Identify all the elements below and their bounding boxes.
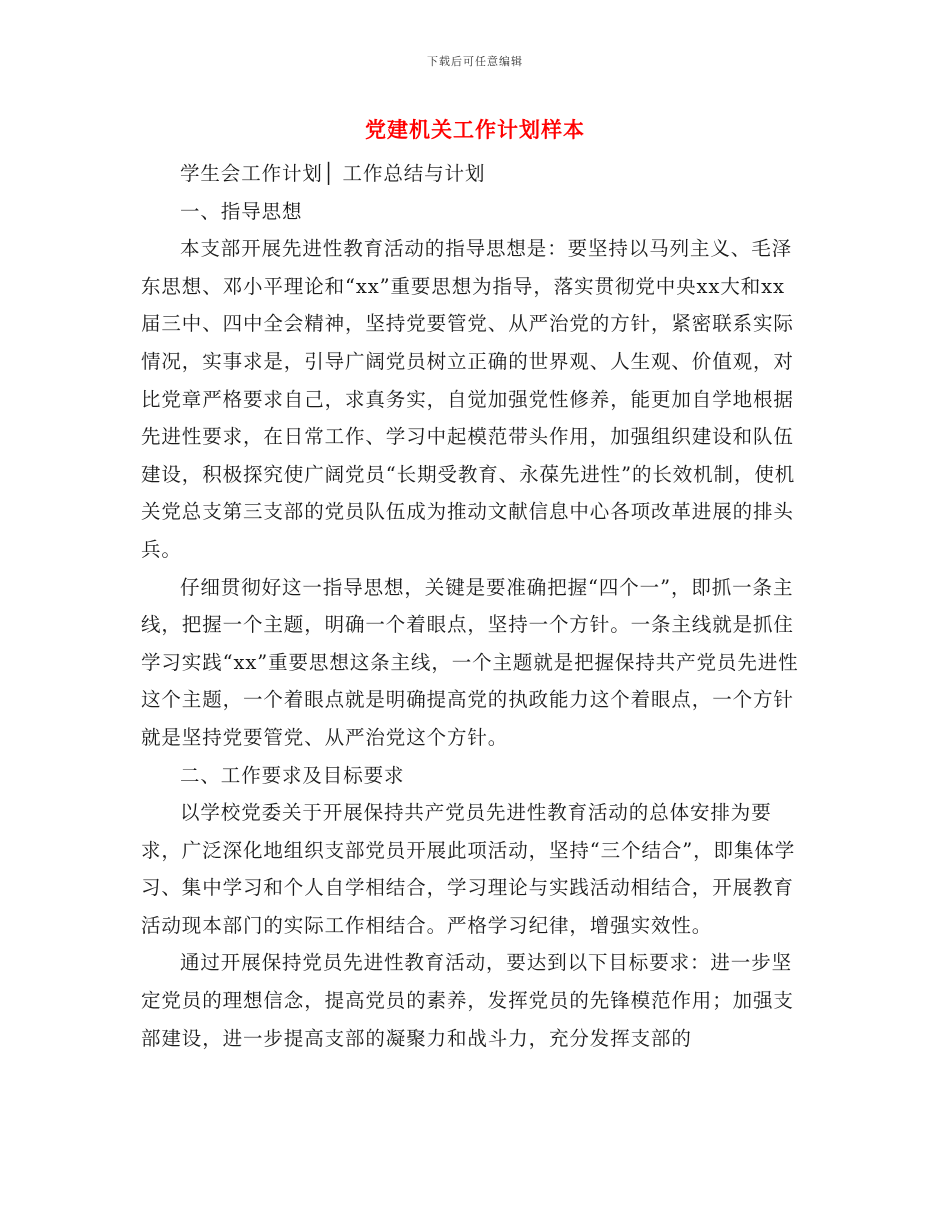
breadcrumb: 学生会工作计划│ 工作总结与计划: [180, 162, 486, 185]
section-heading-2: 二、工作要求及目标要求: [180, 763, 405, 787]
paragraph: 通过开展保持党员先进性教育活动，要达到以下目标要求：进一步坚定党员的理想信念，提高党员的素养，发挥党员的先锋模范作用；加强支部建设，进一步提高支部的凝聚力和战斗力，充分发挥支部的: [141, 951, 794, 1050]
section-heading-1: 一、指导思想: [180, 199, 303, 223]
document-title: 党建机关工作计划样本: [365, 117, 585, 142]
paragraph: 以学校党委关于开展保持共产党员先进性教育活动的总体安排为要求，广泛深化地组织支部党员开展此项活动，坚持“三个结合”，即集体学习、集中学习和个人自学相结合，学习理论与实践活动相结合，开展教育活动现本部门的实际工作相结合。严格学习纪律，增强实效性。: [141, 801, 796, 937]
document-body: [141, 155, 801, 1057]
paragraph: 仔细贯彻好这一指导思想，关键是要准确把握“四个一”，即抓一条主线，把握一个主题，明确一个着眼点，坚持一个方针。一条主线就是抓住学习实践“xx”重要思想这条主线，一个主题就是把握保持共产党员先进性这个主题，一个着眼点就是明确提高党的执政能力这个着眼点，一个方针就是坚持党要管党、从严治党这个方针。: [141, 575, 799, 749]
page-header-note: 下载后可任意编辑: [427, 55, 523, 68]
paragraph: 本支部开展先进性教育活动的指导思想是：要坚持以马列主义、毛泽东思想、邓小平理论和“xx”重要思想为指导，落实贯彻党中央xx大和xx届三中、四中全会精神，坚持党要管党、从严治党的方针，紧密联系实际情况，实事求是，引导广阔党员树立正确的世界观、人生观、价值观，对比党章严格要求自己，求真务实，自觉加强党性修养，能更加自学地根据先进性要求，在日常工作、学习中起模范带头作用，加强组织建设和队伍建设，积极探究使广阔党员“长期受教育、永葆先进性”的长效机制，使机关党总支第三支部的党员队伍成为推动文献信息中心各项改革进展的排头兵。: [141, 237, 796, 561]
